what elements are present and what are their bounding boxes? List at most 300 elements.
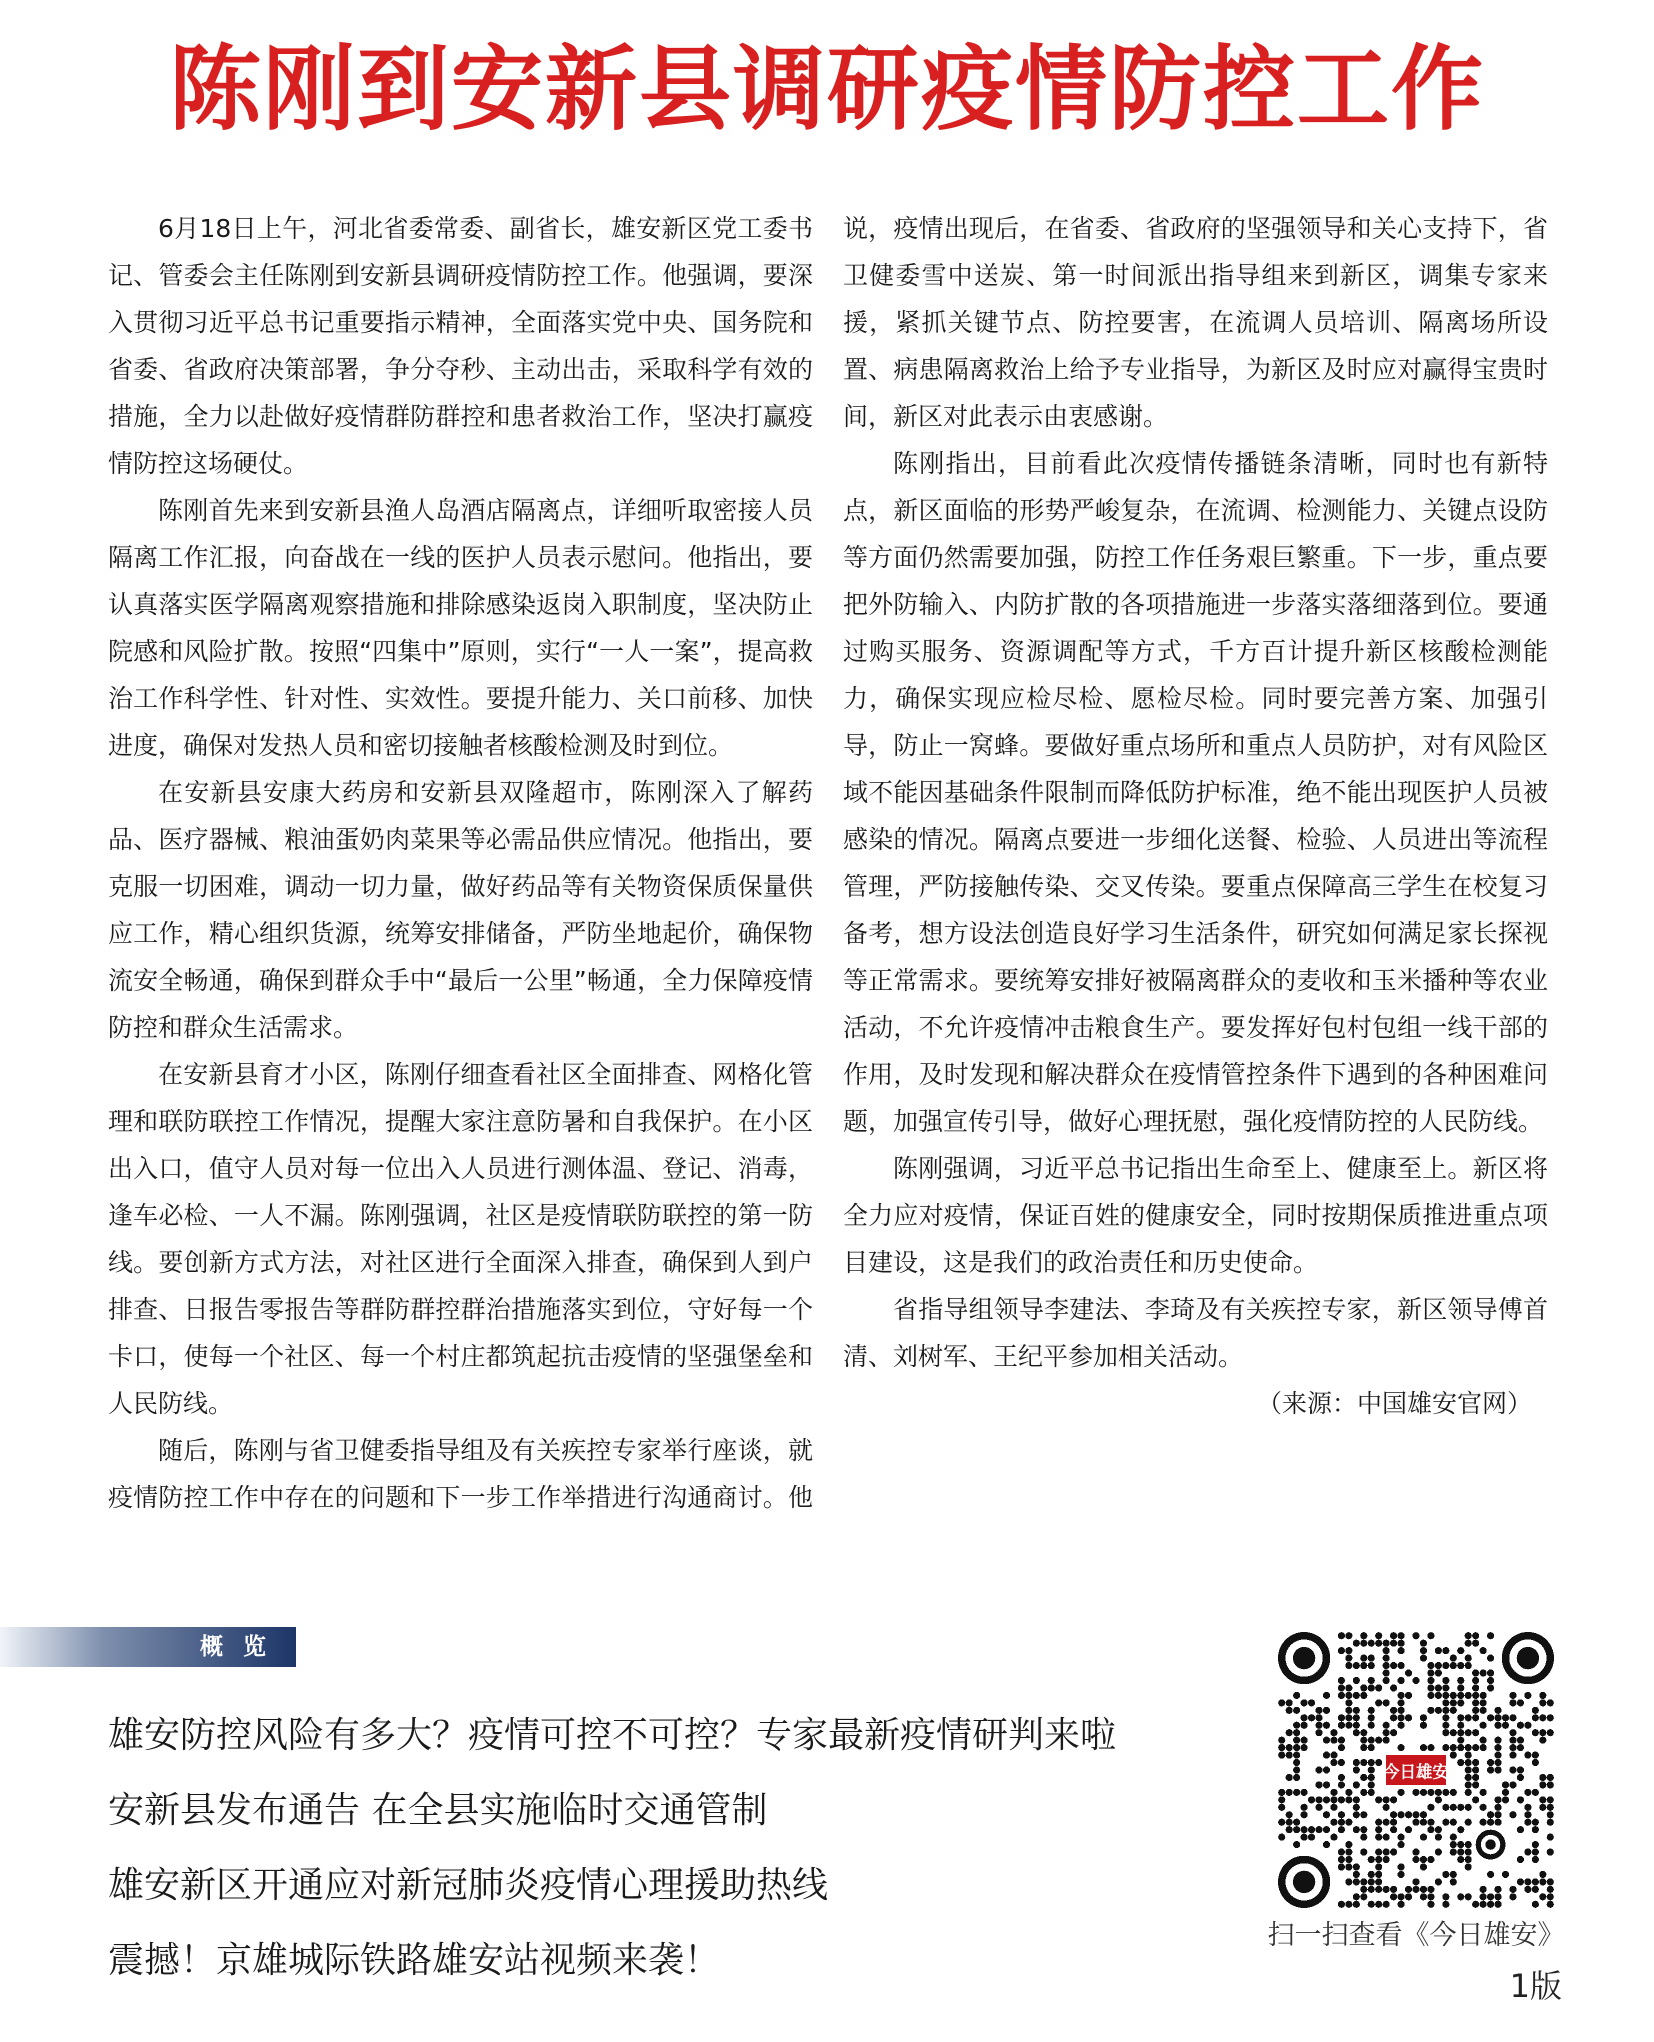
- qr-module: [1360, 1834, 1367, 1841]
- qr-module: [1360, 1662, 1367, 1669]
- qr-module: [1293, 1752, 1300, 1759]
- qr-module: [1345, 1699, 1352, 1706]
- qr-module: [1435, 1684, 1442, 1691]
- qr-module: [1360, 1848, 1367, 1855]
- qr-module: [1420, 1640, 1427, 1647]
- qr-module: [1539, 1737, 1546, 1744]
- qr-module: [1368, 1737, 1375, 1744]
- qr-module: [1457, 1692, 1464, 1699]
- qr-module: [1353, 1901, 1360, 1908]
- qr-module: [1293, 1826, 1300, 1833]
- headline: 陈刚到安新县调研疫情防控工作: [168, 35, 1485, 143]
- qr-module: [1480, 1744, 1487, 1751]
- qr-module: [1345, 1647, 1352, 1654]
- qr-module: [1480, 1737, 1487, 1744]
- qr-module: [1494, 1766, 1501, 1773]
- qr-module: [1390, 1662, 1397, 1669]
- qr-module: [1286, 1699, 1293, 1706]
- qr-module: [1547, 1878, 1554, 1885]
- qr-module: [1427, 1804, 1434, 1811]
- qr-module: [1390, 1886, 1397, 1893]
- qr-module: [1494, 1796, 1501, 1803]
- qr-module: [1420, 1789, 1427, 1796]
- qr-module: [1345, 1863, 1352, 1870]
- qr-module: [1286, 1789, 1293, 1796]
- qr-module: [1524, 1804, 1531, 1811]
- qr-module: [1286, 1774, 1293, 1781]
- qr-module: [1450, 1789, 1457, 1796]
- qr-module: [1375, 1863, 1382, 1870]
- qr-module: [1345, 1878, 1352, 1885]
- qr-module: [1465, 1655, 1472, 1662]
- qr-module: [1390, 1684, 1397, 1691]
- qr-module: [1480, 1692, 1487, 1699]
- qr-module: [1435, 1796, 1442, 1803]
- qr-module: [1494, 1759, 1501, 1766]
- qr-module: [1524, 1848, 1531, 1855]
- qr-module: [1547, 1804, 1554, 1811]
- qr-module: [1286, 1744, 1293, 1751]
- qr-module: [1323, 1692, 1330, 1699]
- qr-module: [1360, 1632, 1367, 1639]
- qr-module: [1450, 1699, 1457, 1706]
- qr-module: [1412, 1848, 1419, 1855]
- qr-module: [1465, 1789, 1472, 1796]
- qr-module: [1390, 1729, 1397, 1736]
- qr-module: [1338, 1684, 1345, 1691]
- qr-module: [1457, 1856, 1464, 1863]
- qr-module: [1472, 1781, 1479, 1788]
- qr-module: [1338, 1677, 1345, 1684]
- qr-module: [1420, 1856, 1427, 1863]
- qr-module: [1360, 1692, 1367, 1699]
- qr-module: [1472, 1707, 1479, 1714]
- qr-module: [1547, 1848, 1554, 1855]
- qr-module: [1301, 1737, 1308, 1744]
- qr-module: [1330, 1796, 1337, 1803]
- article-paragraph: 在安新县安康大药房和安新县双隆超市，陈刚深入了解药品、医疗器械、粮油蛋奶肉菜果等必需品供应情况。他指出，要克服一切困难，调动一切力量，做好药品等有关物资保质保量供应工作，精心组织货源，统筹安排储备，严防坐地起价，确保物流安全畅通，确保到群众手中“最后一公里”畅通，全力保障疫情防控和群众生活需求。: [108, 778, 813, 1042]
- qr-module: [1532, 1848, 1539, 1855]
- qr-module: [1472, 1632, 1479, 1639]
- qr-module: [1472, 1714, 1479, 1721]
- qr-module: [1315, 1729, 1322, 1736]
- qr-module: [1353, 1863, 1360, 1870]
- qr-module: [1457, 1729, 1464, 1736]
- qr-module: [1398, 1841, 1405, 1848]
- overview-label: 概 览: [200, 1634, 273, 1660]
- qr-module: [1353, 1893, 1360, 1900]
- qr-module: [1353, 1692, 1360, 1699]
- qr-module: [1509, 1752, 1516, 1759]
- qr-module: [1524, 1811, 1531, 1818]
- qr-module: [1338, 1692, 1345, 1699]
- qr-module: [1465, 1752, 1472, 1759]
- qr-module: [1375, 1819, 1382, 1826]
- qr-module: [1465, 1766, 1472, 1773]
- overview-headline-list: [108, 1698, 1238, 1998]
- qr-module: [1345, 1901, 1352, 1908]
- qr-module: [1398, 1871, 1405, 1878]
- qr-module: [1301, 1826, 1308, 1833]
- qr-module: [1390, 1707, 1397, 1714]
- qr-module: [1301, 1714, 1308, 1721]
- qr-module: [1360, 1811, 1367, 1818]
- qr-module: [1383, 1662, 1390, 1669]
- qr-module: [1442, 1819, 1449, 1826]
- qr-module: [1345, 1856, 1352, 1863]
- qr-module: [1323, 1796, 1330, 1803]
- qr-module: [1494, 1744, 1501, 1751]
- qr-module: [1539, 1774, 1546, 1781]
- qr-module: [1375, 1684, 1382, 1691]
- qr-module: [1398, 1893, 1405, 1900]
- qr-module: [1330, 1834, 1337, 1841]
- qr-module: [1368, 1781, 1375, 1788]
- qr-module: [1360, 1893, 1367, 1900]
- qr-module: [1435, 1669, 1442, 1676]
- qr-module: [1383, 1848, 1390, 1855]
- qr-module: [1420, 1886, 1427, 1893]
- qr-module: [1480, 1707, 1487, 1714]
- qr-module: [1420, 1863, 1427, 1870]
- qr-module: [1330, 1759, 1337, 1766]
- qr-module: [1398, 1662, 1405, 1669]
- overview-headline-link[interactable]: 震撼！京雄城际铁路雄安站视频来袭！: [108, 1940, 721, 1981]
- qr-module: [1420, 1811, 1427, 1818]
- qr-alignment-mark: [1476, 1830, 1506, 1860]
- qr-module: [1450, 1848, 1457, 1855]
- qr-module: [1345, 1714, 1352, 1721]
- qr-module: [1301, 1722, 1308, 1729]
- qr-module: [1398, 1744, 1405, 1751]
- qr-module: [1390, 1640, 1397, 1647]
- qr-module: [1278, 1796, 1285, 1803]
- qr-module: [1465, 1744, 1472, 1751]
- qr-module: [1487, 1871, 1494, 1878]
- article-paragraph: 随后，陈刚与省卫健委指导组及有关疾控专家举行座谈，就疫情防控工作中存在的问题和下一步工作举措进行沟通商讨。他说，疫情出现后，在省委、省政府的坚强领导和关心支持下，省卫健委雪中送炭、第一时间派出指导组来到新区，调集专家来援，紧抓关键节点、防控要害，在流调人员培训、隔离场所设置、病患隔离救治上给予专业指导，为新区及时应对赢得宝贵时间，新区对此表示由衷感谢。: [108, 214, 1548, 1512]
- qr-module: [1383, 1856, 1390, 1863]
- qr-module: [1301, 1744, 1308, 1751]
- article-source: （来源：中国雄安官网）: [1256, 1389, 1532, 1418]
- qr-module: [1524, 1692, 1531, 1699]
- qr-module: [1353, 1826, 1360, 1833]
- qr-module: [1405, 1886, 1412, 1893]
- qr-module: [1487, 1677, 1494, 1684]
- qr-module: [1517, 1744, 1524, 1751]
- qr-module: [1368, 1640, 1375, 1647]
- qr-module: [1465, 1819, 1472, 1826]
- qr-module: [1442, 1662, 1449, 1669]
- qr-module: [1532, 1759, 1539, 1766]
- qr-module: [1278, 1804, 1285, 1811]
- qr-logo-text: 今日雄安: [1383, 1762, 1449, 1782]
- qr-module: [1353, 1714, 1360, 1721]
- qr-module: [1383, 1886, 1390, 1893]
- qr-module: [1539, 1714, 1546, 1721]
- qr-module: [1480, 1647, 1487, 1654]
- qr-module: [1427, 1707, 1434, 1714]
- qr-module: [1398, 1722, 1405, 1729]
- qr-module: [1465, 1714, 1472, 1721]
- qr-module: [1293, 1707, 1300, 1714]
- qr-module: [1398, 1640, 1405, 1647]
- qr-module: [1360, 1826, 1367, 1833]
- qr-module: [1517, 1722, 1524, 1729]
- qr-module: [1353, 1804, 1360, 1811]
- qr-module: [1405, 1811, 1412, 1818]
- qr-module: [1368, 1766, 1375, 1773]
- qr-module: [1547, 1834, 1554, 1841]
- qr-module: [1487, 1759, 1494, 1766]
- qr-module: [1524, 1878, 1531, 1885]
- qr-module: [1390, 1811, 1397, 1818]
- qr-module: [1427, 1789, 1434, 1796]
- qr-module: [1383, 1669, 1390, 1676]
- qr-module: [1420, 1655, 1427, 1662]
- qr-module: [1286, 1819, 1293, 1826]
- qr-module: [1383, 1677, 1390, 1684]
- qr-module: [1457, 1684, 1464, 1691]
- qr-module: [1338, 1744, 1345, 1751]
- qr-module: [1301, 1804, 1308, 1811]
- qr-module: [1450, 1662, 1457, 1669]
- qr-module: [1427, 1856, 1434, 1863]
- qr-module: [1360, 1655, 1367, 1662]
- qr-module: [1345, 1692, 1352, 1699]
- qr-module: [1547, 1886, 1554, 1893]
- qr-module: [1532, 1707, 1539, 1714]
- qr-module: [1487, 1811, 1494, 1818]
- qr-module: [1405, 1669, 1412, 1676]
- qr-module: [1323, 1781, 1330, 1788]
- qr-module: [1472, 1766, 1479, 1773]
- qr-module: [1308, 1826, 1315, 1833]
- qr-module: [1383, 1804, 1390, 1811]
- article-paragraph: 陈刚指出，目前看此次疫情传播链条清晰，同时也有新特点，新区面临的形势严峻复杂，在流调、检测能力、关键点设防等方面仍然需要加强，防控工作任务艰巨繁重。下一步，重点要把外防输入、内防扩散的各项措施进一步落实落细落到位。要通过购买服务、资源调配等方式，千方百计提升新区核酸检测能力，确保实现应检尽检、愿检尽检。同时要完善方案、加强引导，防止一窝蜂。要做好重点场所和重点人员防护，对有风险区域不能因基础条件限制而降低防护标准，绝不能出现医护人员被感染的情况。隔离点要进一步细化送餐、检验、人员进出等流程管理，严防接触传染、交叉传染。要重点保障高三学生在校复习备考，想方设法创造良好学习生活条件，研究如何满足家长探视等正常需求。要统筹安排好被隔离群众的麦收和玉米播种等农业活动，不允许疫情冲击粮食生产。要发挥好包村包组一线干部的作用，及时发现和解决群众在疫情管控条件下遇到的各种困难问题，加强宣传引导，做好心理抚慰，强化疫情防控的人民防线。: [843, 449, 1548, 1136]
- qr-module: [1487, 1632, 1494, 1639]
- qr-code[interactable]: [1278, 1632, 1554, 1908]
- qr-module: [1532, 1878, 1539, 1885]
- qr-module: [1547, 1781, 1554, 1788]
- overview-headline-link[interactable]: 雄安新区开通应对新冠肺炎疫情心理援助热线: [108, 1865, 829, 1906]
- qr-module: [1442, 1684, 1449, 1691]
- qr-module: [1539, 1729, 1546, 1736]
- qr-module: [1368, 1722, 1375, 1729]
- qr-module: [1338, 1759, 1345, 1766]
- qr-module: [1323, 1707, 1330, 1714]
- qr-module: [1293, 1744, 1300, 1751]
- qr-module: [1338, 1901, 1345, 1908]
- qr-module: [1286, 1811, 1293, 1818]
- overview-headline-link[interactable]: 安新县发布通告 在全县实施临时交通管制: [108, 1790, 768, 1831]
- qr-module: [1375, 1640, 1382, 1647]
- qr-module: [1465, 1841, 1472, 1848]
- qr-module: [1323, 1752, 1330, 1759]
- qr-module: [1539, 1871, 1546, 1878]
- qr-module: [1353, 1871, 1360, 1878]
- qr-module: [1368, 1886, 1375, 1893]
- qr-module: [1286, 1707, 1293, 1714]
- qr-module: [1457, 1848, 1464, 1855]
- qr-module: [1480, 1669, 1487, 1676]
- qr-module: [1547, 1893, 1554, 1900]
- qr-module: [1532, 1886, 1539, 1893]
- qr-module: [1383, 1647, 1390, 1654]
- qr-module: [1323, 1841, 1330, 1848]
- qr-module: [1375, 1796, 1382, 1803]
- qr-module: [1450, 1871, 1457, 1878]
- qr-module: [1375, 1871, 1382, 1878]
- qr-module: [1450, 1692, 1457, 1699]
- qr-module: [1472, 1901, 1479, 1908]
- qr-module: [1293, 1729, 1300, 1736]
- qr-module: [1472, 1759, 1479, 1766]
- qr-module: [1375, 1737, 1382, 1744]
- qr-module: [1278, 1819, 1285, 1826]
- qr-module: [1383, 1796, 1390, 1803]
- qr-module: [1465, 1804, 1472, 1811]
- qr-module: [1405, 1714, 1412, 1721]
- qr-module: [1487, 1893, 1494, 1900]
- qr-module: [1368, 1871, 1375, 1878]
- qr-module: [1338, 1632, 1345, 1639]
- qr-module: [1457, 1647, 1464, 1654]
- qr-module: [1375, 1759, 1382, 1766]
- qr-module: [1390, 1632, 1397, 1639]
- qr-module: [1435, 1662, 1442, 1669]
- qr-module: [1368, 1655, 1375, 1662]
- qr-module: [1472, 1669, 1479, 1676]
- qr-module: [1360, 1737, 1367, 1744]
- qr-module: [1338, 1722, 1345, 1729]
- qr-module: [1293, 1774, 1300, 1781]
- qr-module: [1278, 1834, 1285, 1841]
- qr-module: [1435, 1834, 1442, 1841]
- qr-module: [1465, 1848, 1472, 1855]
- qr-module: [1487, 1766, 1494, 1773]
- qr-module: [1435, 1878, 1442, 1885]
- qr-module: [1509, 1893, 1516, 1900]
- qr-module: [1502, 1781, 1509, 1788]
- qr-module: [1442, 1901, 1449, 1908]
- qr-module: [1308, 1714, 1315, 1721]
- qr-module: [1457, 1841, 1464, 1848]
- qr-module: [1509, 1781, 1516, 1788]
- qr-module: [1330, 1789, 1337, 1796]
- qr-module: [1472, 1692, 1479, 1699]
- qr-module: [1338, 1647, 1345, 1654]
- qr-module: [1353, 1707, 1360, 1714]
- qr-module: [1398, 1789, 1405, 1796]
- qr-module: [1383, 1819, 1390, 1826]
- overview-headline-link[interactable]: 雄安防控风险有多大？疫情可控不可控？专家最新疫情研判来啦: [108, 1715, 1117, 1756]
- qr-module: [1390, 1848, 1397, 1855]
- qr-module: [1383, 1722, 1390, 1729]
- qr-module: [1547, 1699, 1554, 1706]
- qr-module: [1338, 1856, 1345, 1863]
- qr-module: [1465, 1759, 1472, 1766]
- qr-module: [1353, 1640, 1360, 1647]
- qr-module: [1472, 1640, 1479, 1647]
- qr-module: [1539, 1878, 1546, 1885]
- qr-module: [1509, 1744, 1516, 1751]
- qr-module: [1517, 1774, 1524, 1781]
- qr-module: [1517, 1856, 1524, 1863]
- qr-module: [1345, 1848, 1352, 1855]
- qr-module: [1360, 1744, 1367, 1751]
- qr-module: [1278, 1699, 1285, 1706]
- qr-module: [1427, 1819, 1434, 1826]
- qr-module: [1494, 1886, 1501, 1893]
- qr-module: [1427, 1677, 1434, 1684]
- qr-module: [1532, 1901, 1539, 1908]
- qr-module: [1502, 1714, 1509, 1721]
- qr-module: [1323, 1722, 1330, 1729]
- qr-module: [1278, 1789, 1285, 1796]
- qr-module: [1457, 1737, 1464, 1744]
- qr-module: [1338, 1811, 1345, 1818]
- qr-module: [1472, 1699, 1479, 1706]
- qr-module: [1547, 1729, 1554, 1736]
- qr-module: [1330, 1729, 1337, 1736]
- qr-module: [1323, 1737, 1330, 1744]
- qr-module: [1442, 1707, 1449, 1714]
- qr-module: [1360, 1789, 1367, 1796]
- qr-module: [1323, 1811, 1330, 1818]
- qr-module: [1315, 1722, 1322, 1729]
- qr-module: [1412, 1819, 1419, 1826]
- qr-module: [1345, 1789, 1352, 1796]
- qr-module: [1465, 1640, 1472, 1647]
- qr-module: [1494, 1804, 1501, 1811]
- qr-module: [1412, 1856, 1419, 1863]
- qr-module: [1398, 1677, 1405, 1684]
- qr-module: [1442, 1722, 1449, 1729]
- qr-module: [1435, 1692, 1442, 1699]
- qr-module: [1375, 1632, 1382, 1639]
- qr-module: [1405, 1826, 1412, 1833]
- qr-module: [1539, 1699, 1546, 1706]
- qr-module: [1278, 1737, 1285, 1744]
- qr-module: [1375, 1856, 1382, 1863]
- qr-module: [1330, 1737, 1337, 1744]
- qr-module: [1398, 1632, 1405, 1639]
- qr-module: [1450, 1819, 1457, 1826]
- qr-module: [1360, 1759, 1367, 1766]
- qr-module: [1517, 1699, 1524, 1706]
- qr-module: [1509, 1737, 1516, 1744]
- qr-module: [1524, 1789, 1531, 1796]
- qr-module: [1480, 1819, 1487, 1826]
- qr-module: [1494, 1722, 1501, 1729]
- qr-module: [1502, 1789, 1509, 1796]
- qr-module: [1360, 1684, 1367, 1691]
- qr-module: [1390, 1819, 1397, 1826]
- qr-module: [1286, 1729, 1293, 1736]
- qr-module: [1532, 1789, 1539, 1796]
- qr-module: [1398, 1811, 1405, 1818]
- qr-module: [1427, 1662, 1434, 1669]
- qr-module: [1472, 1774, 1479, 1781]
- qr-module: [1315, 1804, 1322, 1811]
- qr-module: [1487, 1655, 1494, 1662]
- qr-module: [1360, 1774, 1367, 1781]
- qr-module: [1442, 1677, 1449, 1684]
- qr-module: [1308, 1834, 1315, 1841]
- qr-module: [1472, 1796, 1479, 1803]
- qr-module: [1450, 1744, 1457, 1751]
- qr-module: [1480, 1886, 1487, 1893]
